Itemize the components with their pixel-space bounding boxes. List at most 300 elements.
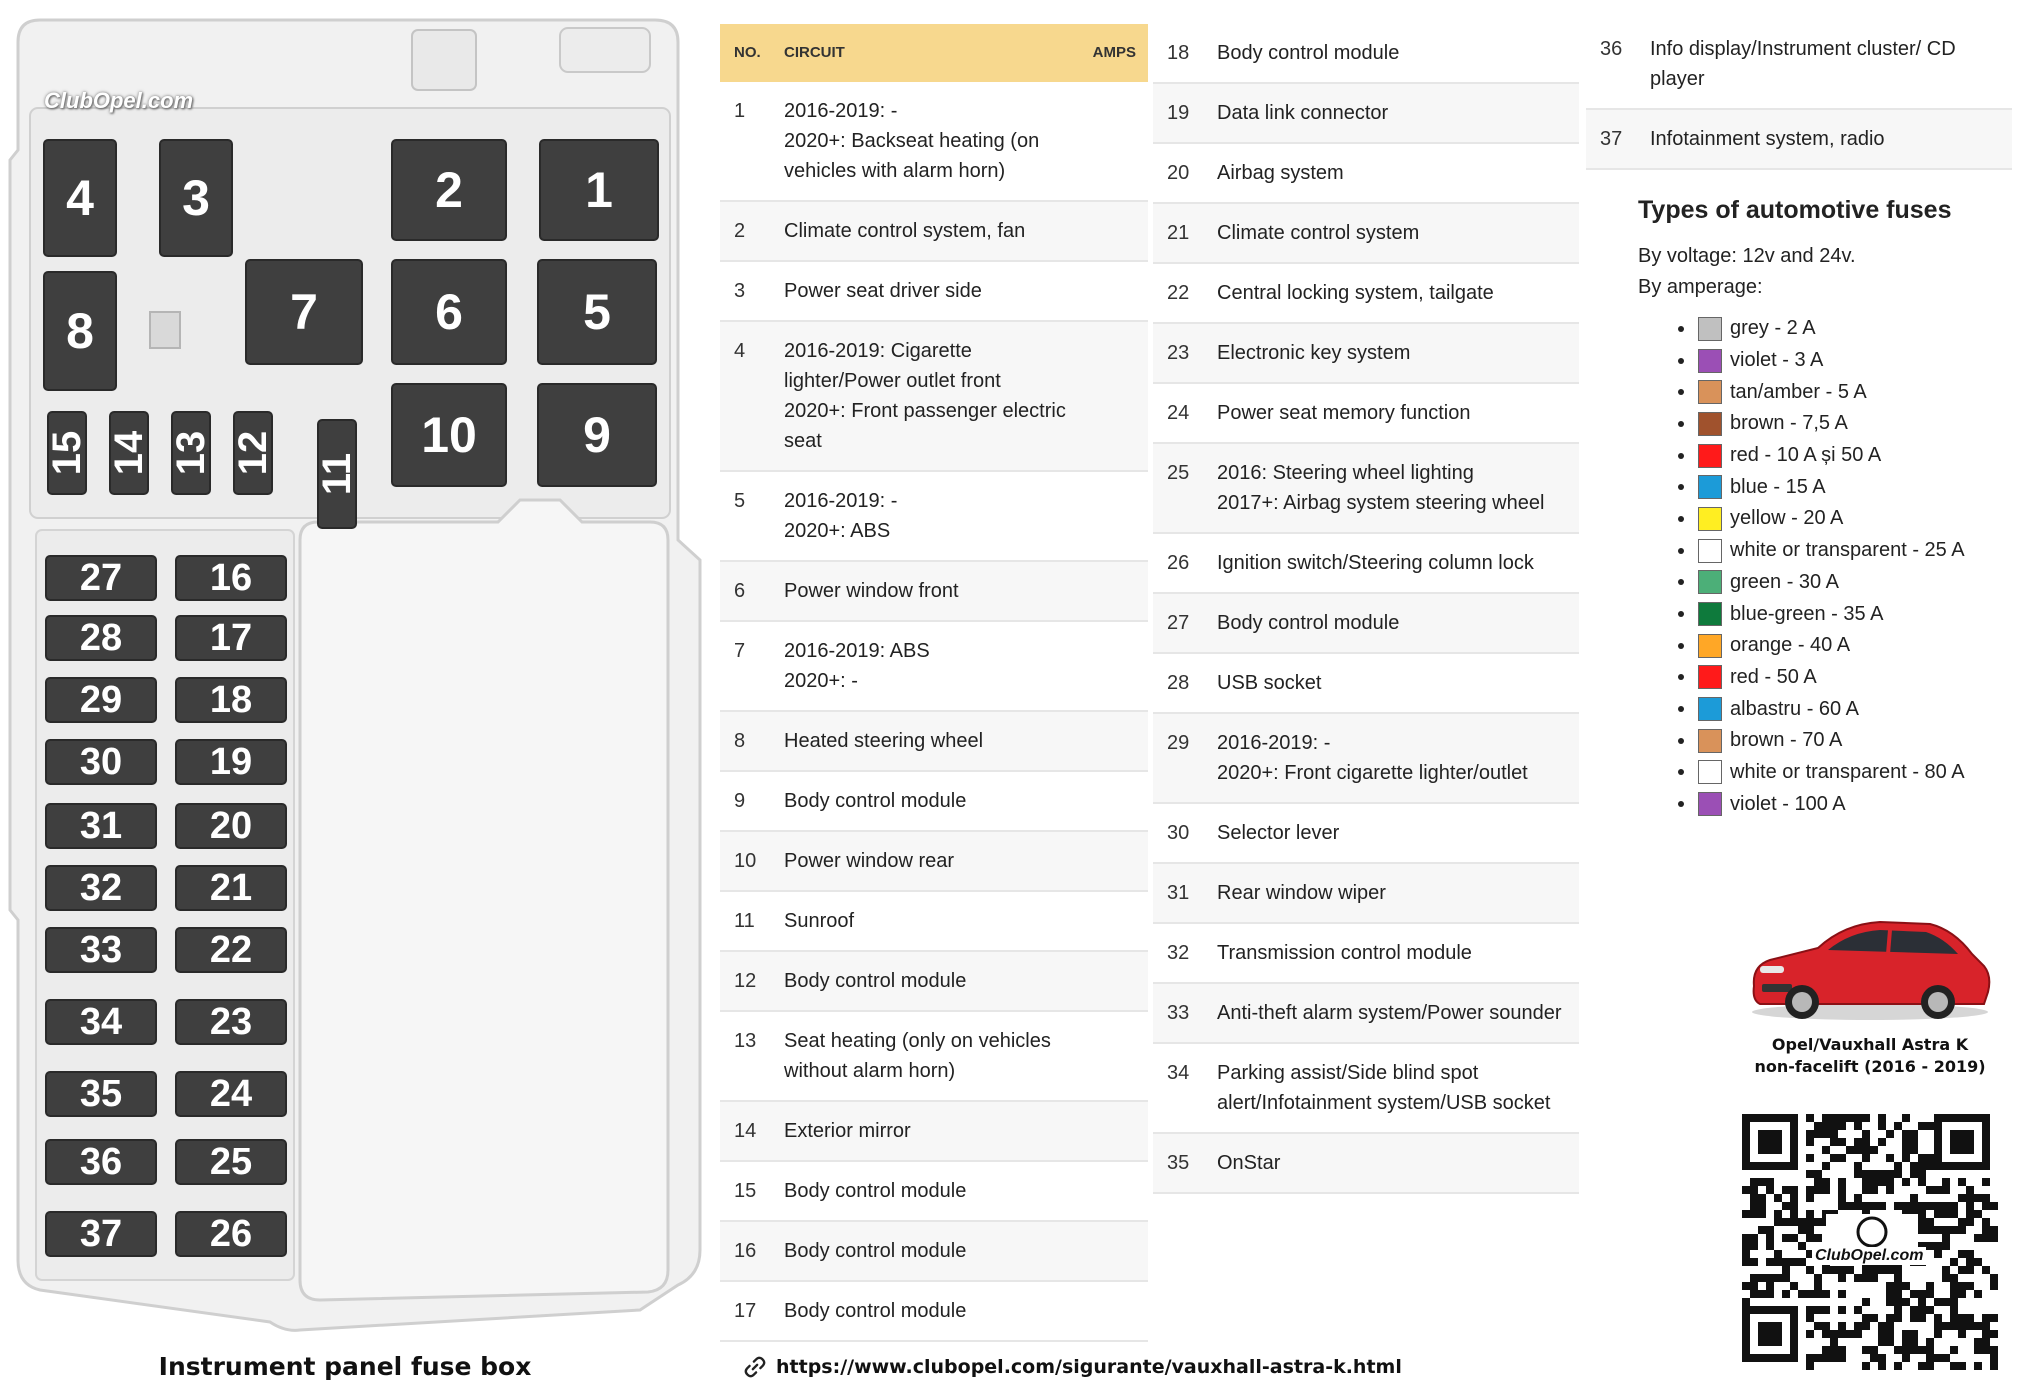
fuse-circuit: Ignition switch/Steering column lock xyxy=(1217,552,1534,574)
color-swatch xyxy=(1698,507,1722,531)
fuse-number: 26 xyxy=(1167,552,1190,574)
legend-label: white or transparent - 25 A xyxy=(1730,539,1965,562)
table-row xyxy=(1153,533,1579,593)
fuse-box-diagram xyxy=(0,0,740,1400)
fuse-circuit: 2016-2019: - 2020+: Backseat heating (on vehicles with alarm horn) xyxy=(784,100,1040,182)
fuse-label: 19 xyxy=(209,741,253,783)
table-row xyxy=(1153,1043,1579,1133)
fuse-label: 15 xyxy=(45,430,89,476)
legend-label: red - 50 A xyxy=(1730,665,1817,688)
car-rim-rear xyxy=(1928,992,1948,1012)
fuse-amps xyxy=(1093,711,1148,771)
fuse-circuit: Transmission control module xyxy=(1217,942,1472,964)
fuse-number: 27 xyxy=(1167,612,1190,634)
fuse-amps xyxy=(1093,1011,1148,1101)
fuse-amps xyxy=(1093,1281,1148,1341)
qr-code-label: ClubOpel.com xyxy=(1812,1247,1926,1265)
table-row xyxy=(1153,803,1579,863)
fuse-circuit: Selector lever xyxy=(1217,822,1340,844)
fuse-label: 2 xyxy=(435,162,463,218)
legend-label: yellow - 20 A xyxy=(1730,507,1844,530)
fuse-amps xyxy=(1093,201,1148,261)
fuse-label: 36 xyxy=(79,1141,123,1183)
fuse-label: 1 xyxy=(585,162,613,218)
table-row xyxy=(720,711,1148,771)
fuse-circuit: Body control module xyxy=(784,790,967,812)
legend-item xyxy=(1678,535,2018,567)
legend-label: brown - 7,5 A xyxy=(1730,412,1848,435)
header-no: NO. xyxy=(734,44,761,61)
legend-item xyxy=(1678,376,2018,408)
fuse-label: 28 xyxy=(79,617,123,659)
fuse-label: 37 xyxy=(79,1213,123,1255)
table-row xyxy=(720,1281,1148,1341)
bullet-icon xyxy=(1678,484,1684,490)
fuse-21 xyxy=(176,866,286,910)
fuse-label: 22 xyxy=(209,929,253,971)
fuse-11 xyxy=(315,420,359,528)
fuse-circuit: Body control module xyxy=(784,1180,967,1202)
fuse-amps xyxy=(1093,471,1148,561)
table-row xyxy=(1586,20,2012,109)
fuse-number: 37 xyxy=(1600,128,1623,150)
fuse-label: 24 xyxy=(209,1073,253,1115)
fuse-number: 12 xyxy=(734,970,757,992)
fuse-circuit: Power seat memory function xyxy=(1217,402,1471,424)
small-connector xyxy=(150,312,180,348)
car-caption xyxy=(1740,1034,2000,1078)
diagram-caption: Instrument panel fuse box xyxy=(158,1352,532,1381)
legend-item xyxy=(1678,662,2018,694)
color-swatch xyxy=(1698,792,1722,816)
bullet-icon xyxy=(1678,421,1684,427)
bullet-icon xyxy=(1678,548,1684,554)
fuse-8 xyxy=(44,272,116,390)
color-swatch xyxy=(1698,729,1722,753)
car-caption-model: Opel/Vauxhall Astra K xyxy=(1771,1035,1969,1054)
fuse-circuit: Data link connector xyxy=(1217,102,1389,124)
fuse-29 xyxy=(46,678,156,722)
legend-label: orange - 40 A xyxy=(1730,634,1851,657)
fuse-circuit: Info display/Instrument cluster/ CD player xyxy=(1650,38,1956,90)
fuse-circuit: Body control module xyxy=(784,1300,967,1322)
bullet-icon xyxy=(1678,769,1684,775)
fuse-amps xyxy=(1093,561,1148,621)
fuse-number: 30 xyxy=(1167,822,1190,844)
color-swatch xyxy=(1698,602,1722,626)
color-swatch xyxy=(1698,665,1722,689)
fuse-circuit: 2016-2019: - 2020+: Front cigarette lighter/outlet xyxy=(1217,732,1528,784)
fuse-label: 5 xyxy=(583,284,611,340)
legend-label: white or transparent - 80 A xyxy=(1730,760,1965,783)
fuse-label: 34 xyxy=(79,1001,123,1043)
fuse-18 xyxy=(176,678,286,722)
fuse-circuit: Power window rear xyxy=(784,850,955,872)
fuse-number: 22 xyxy=(1167,282,1190,304)
fuse-circuit: Infotainment system, radio xyxy=(1650,128,1885,150)
fuse-number: 9 xyxy=(734,790,746,812)
fuse-number: 1 xyxy=(734,100,746,122)
table-row xyxy=(1586,109,2012,169)
fuse-33 xyxy=(46,928,156,972)
fuse-label: 27 xyxy=(79,557,123,599)
fuse-amps xyxy=(1093,951,1148,1011)
legend-item xyxy=(1678,630,2018,662)
fuse-circuit: Exterior mirror xyxy=(784,1120,911,1142)
table-row xyxy=(720,1101,1148,1161)
fuse-circuit: Body control module xyxy=(784,970,967,992)
fuse-label: 10 xyxy=(421,407,477,463)
fuse-circuit: Body control module xyxy=(784,1240,967,1262)
table-row xyxy=(1153,983,1579,1043)
fuse-number: 16 xyxy=(734,1240,757,1262)
fuse-circuit: Seat heating (only on vehicles without alarm horn) xyxy=(784,1030,1051,1082)
fuse-2 xyxy=(392,140,506,240)
bullet-icon xyxy=(1678,674,1684,680)
color-swatch xyxy=(1698,634,1722,658)
legend-label: green - 30 A xyxy=(1730,570,1839,593)
qr-code[interactable] xyxy=(1742,1114,1998,1370)
legend-item xyxy=(1678,567,2018,599)
bullet-icon xyxy=(1678,579,1684,585)
fuse-36 xyxy=(46,1140,156,1184)
fuse-circuit: 2016-2019: Cigarette lighter/Power outlet front 2020+: Front passenger electric seat xyxy=(784,340,1066,452)
fuse-34 xyxy=(46,1000,156,1044)
fuse-14 xyxy=(107,412,151,494)
car-pillar xyxy=(1888,930,1890,954)
legend-item xyxy=(1678,788,2018,820)
bullet-icon xyxy=(1678,326,1684,332)
table-row xyxy=(1153,593,1579,653)
table-row xyxy=(1153,383,1579,443)
table-row xyxy=(1153,923,1579,983)
fuse-number: 36 xyxy=(1600,38,1623,60)
header-amps: AMPS xyxy=(1092,44,1136,61)
link-icon xyxy=(742,1354,768,1380)
fuse-circuit: Sunroof xyxy=(784,910,855,932)
fuse-label: 32 xyxy=(79,867,123,909)
car-caption-years: non-facelift (2016 - 2019) xyxy=(1754,1057,1986,1076)
fuse-circuit: Climate control system xyxy=(1217,222,1420,244)
legend-item xyxy=(1678,440,2018,472)
fuse-15 xyxy=(45,412,89,494)
fuse-label: 16 xyxy=(209,557,253,599)
fuse-17 xyxy=(176,616,286,660)
table-row xyxy=(1153,83,1579,143)
fuse-number: 15 xyxy=(734,1180,757,1202)
fuse-24 xyxy=(176,1072,286,1116)
table-row xyxy=(1153,143,1579,203)
fuse-table-column-2 xyxy=(1153,24,1579,1194)
header-circuit: CIRCUIT xyxy=(784,44,845,61)
color-swatch xyxy=(1698,539,1722,563)
fuse-number: 2 xyxy=(734,220,746,242)
table-row xyxy=(720,82,1148,201)
fuse-amps xyxy=(1093,82,1148,201)
car-headlight xyxy=(1760,966,1784,973)
fuse-table-column-3 xyxy=(1586,20,2012,170)
fuse-circuit: Anti-theft alarm system/Power sounder xyxy=(1217,1002,1562,1024)
legend-item xyxy=(1678,757,2018,789)
legend-item xyxy=(1678,693,2018,725)
table-row xyxy=(1153,713,1579,803)
fuse-circuit: Parking assist/Side blind spot alert/Infotainment system/USB socket xyxy=(1217,1062,1551,1114)
fuse-number: 19 xyxy=(1167,102,1190,124)
legend-item xyxy=(1678,313,2018,345)
fuse-22 xyxy=(176,928,286,972)
legend-voltage: By voltage: 12v and 24v. xyxy=(1638,245,1856,267)
fuse-number: 33 xyxy=(1167,1002,1190,1024)
table-row xyxy=(1153,863,1579,923)
fuse-27 xyxy=(46,556,156,600)
fuse-1 xyxy=(540,140,658,240)
fuse-23 xyxy=(176,1000,286,1044)
legend-label: blue-green - 35 A xyxy=(1730,602,1884,625)
legend-item xyxy=(1678,408,2018,440)
fuse-label: 4 xyxy=(66,170,94,226)
fuse-amps xyxy=(1093,1101,1148,1161)
car-rim-front xyxy=(1792,992,1812,1012)
bullet-icon xyxy=(1678,611,1684,617)
fuse-number: 23 xyxy=(1167,342,1190,364)
fuse-label: 13 xyxy=(169,430,213,476)
fuse-31 xyxy=(46,804,156,848)
table-row xyxy=(1153,263,1579,323)
fuse-number: 18 xyxy=(1167,42,1190,64)
table-row xyxy=(720,561,1148,621)
fuse-circuit: Heated steering wheel xyxy=(784,730,984,752)
table-row xyxy=(720,1221,1148,1281)
fuse-number: 11 xyxy=(734,910,755,932)
fuse-circuit: Electronic key system xyxy=(1217,342,1411,364)
fuse-19 xyxy=(176,740,286,784)
fuse-number: 20 xyxy=(1167,162,1190,184)
fuse-6 xyxy=(392,260,506,364)
bullet-icon xyxy=(1678,516,1684,522)
fuse-box-top-tab xyxy=(412,30,476,90)
fuse-label: 7 xyxy=(290,284,318,340)
watermark: ClubOpel.com xyxy=(44,88,194,113)
legend-label: violet - 100 A xyxy=(1730,792,1846,815)
fuse-label: 23 xyxy=(209,1001,253,1043)
fuse-circuit: 2016: Steering wheel lighting 2017+: Airbag system steering wheel xyxy=(1217,462,1545,514)
legend-item xyxy=(1678,725,2018,757)
fuse-circuit: Climate control system, fan xyxy=(784,220,1026,242)
fuse-label: 8 xyxy=(66,303,94,359)
fuse-circuit: Power seat driver side xyxy=(784,280,982,302)
fuse-circuit: OnStar xyxy=(1217,1152,1281,1174)
table-row xyxy=(720,831,1148,891)
fuse-number: 35 xyxy=(1167,1152,1190,1174)
fuse-label: 6 xyxy=(435,284,463,340)
fuse-label: 12 xyxy=(231,430,275,476)
source-link[interactable] xyxy=(742,1354,1402,1380)
fuse-number: 14 xyxy=(734,1120,757,1142)
fuse-number: 17 xyxy=(734,1300,757,1322)
fuse-number: 24 xyxy=(1167,402,1190,424)
source-url[interactable]: https://www.clubopel.com/sigurante/vauxhall-astra-k.html xyxy=(776,1356,1402,1378)
fuse-number: 32 xyxy=(1167,942,1190,964)
legend-label: blue - 15 A xyxy=(1730,475,1826,498)
table-row xyxy=(1153,203,1579,263)
bullet-icon xyxy=(1678,738,1684,744)
fuse-circuit: Rear window wiper xyxy=(1217,882,1386,904)
fuse-16 xyxy=(176,556,286,600)
legend-label: violet - 3 A xyxy=(1730,349,1824,372)
fuse-label: 9 xyxy=(583,407,611,463)
fuse-label: 17 xyxy=(209,617,253,659)
fuse-box-drawing xyxy=(0,0,740,1340)
fuse-amps xyxy=(1093,771,1148,831)
table-row xyxy=(720,261,1148,321)
fuse-5 xyxy=(538,260,656,364)
color-swatch xyxy=(1698,760,1722,784)
fuse-circuit: Body control module xyxy=(1217,612,1400,634)
bullet-icon xyxy=(1678,358,1684,364)
table-row xyxy=(1153,443,1579,533)
legend-item xyxy=(1678,503,2018,535)
fuse-number: 13 xyxy=(734,1030,757,1052)
fuse-37 xyxy=(46,1212,156,1256)
color-swatch xyxy=(1698,317,1722,341)
color-swatch xyxy=(1698,475,1722,499)
fuse-number: 25 xyxy=(1167,462,1190,484)
fuse-13 xyxy=(169,412,213,494)
fuse-label: 29 xyxy=(79,679,123,721)
fuse-amps xyxy=(1093,621,1148,711)
car-image xyxy=(1740,900,2000,1030)
fuse-types-legend xyxy=(1638,196,2018,820)
fuse-number: 4 xyxy=(734,340,746,362)
fuse-label: 30 xyxy=(79,741,123,783)
legend-label: brown - 70 A xyxy=(1730,729,1843,752)
table-row xyxy=(1153,323,1579,383)
legend-label: albastru - 60 A xyxy=(1730,697,1859,720)
color-swatch xyxy=(1698,697,1722,721)
color-swatch xyxy=(1698,444,1722,468)
table-row xyxy=(720,321,1148,471)
fuse-9 xyxy=(538,384,656,486)
color-swatch xyxy=(1698,349,1722,373)
fuse-4 xyxy=(44,140,116,256)
table-row xyxy=(1153,24,1579,83)
fuse-table-column-1 xyxy=(720,24,1148,1342)
table-header-row xyxy=(720,24,1148,82)
fuse-7 xyxy=(246,260,362,364)
fuse-number: 21 xyxy=(1167,222,1190,244)
fuse-amps xyxy=(1093,1221,1148,1281)
fuse-3 xyxy=(160,140,232,256)
fuse-amps xyxy=(1093,1161,1148,1221)
fuse-number: 29 xyxy=(1167,732,1190,754)
fuse-amps xyxy=(1093,831,1148,891)
fuse-28 xyxy=(46,616,156,660)
fuse-label: 11 xyxy=(315,452,359,496)
fuse-label: 3 xyxy=(182,170,210,226)
table-row xyxy=(720,891,1148,951)
fuse-32 xyxy=(46,866,156,910)
fuse-label: 18 xyxy=(209,679,253,721)
cover-block xyxy=(300,500,668,1300)
bullet-icon xyxy=(1678,453,1684,459)
table-row xyxy=(720,201,1148,261)
fuse-circuit: Body control module xyxy=(1217,42,1400,64)
table-row xyxy=(720,1161,1148,1221)
fuse-amps xyxy=(1093,891,1148,951)
legend-label: tan/amber - 5 A xyxy=(1730,380,1867,403)
bullet-icon xyxy=(1678,801,1684,807)
legend-amperage: By amperage: xyxy=(1638,276,1763,298)
fuse-number: 8 xyxy=(734,730,746,752)
table-row xyxy=(720,471,1148,561)
bullet-icon xyxy=(1678,643,1684,649)
table-row xyxy=(720,951,1148,1011)
fuse-number: 10 xyxy=(734,850,757,872)
bullet-icon xyxy=(1678,706,1684,712)
legend-label: red - 10 A și 50 A xyxy=(1730,444,1882,467)
legend-title: Types of automotive fuses xyxy=(1638,196,1952,224)
fuse-box-top-slot xyxy=(560,28,650,72)
fuse-number: 7 xyxy=(734,640,746,662)
fuse-number: 28 xyxy=(1167,672,1190,694)
fuse-circuit: Power window front xyxy=(784,580,959,602)
fuse-label: 33 xyxy=(79,929,123,971)
legend-list xyxy=(1678,313,2018,820)
fuse-number: 6 xyxy=(734,580,746,602)
fuse-number: 5 xyxy=(734,490,746,512)
fuse-label: 25 xyxy=(209,1141,253,1183)
fuse-amps xyxy=(1093,261,1148,321)
fuse-26 xyxy=(176,1212,286,1256)
table-row xyxy=(1153,653,1579,713)
table-row xyxy=(1153,1133,1579,1193)
fuse-circuit: 2016-2019: ABS 2020+: - xyxy=(784,640,930,692)
table-row xyxy=(720,621,1148,711)
table-row xyxy=(720,771,1148,831)
legend-item xyxy=(1678,598,2018,630)
fuse-circuit: Central locking system, tailgate xyxy=(1217,282,1494,304)
fuse-label: 21 xyxy=(209,867,253,909)
fuse-label: 31 xyxy=(79,805,123,847)
color-swatch xyxy=(1698,570,1722,594)
fuse-circuit: Airbag system xyxy=(1217,162,1344,184)
bullet-icon xyxy=(1678,389,1684,395)
legend-label: grey - 2 A xyxy=(1730,317,1816,340)
legend-item xyxy=(1678,345,2018,377)
fuse-30 xyxy=(46,740,156,784)
color-swatch xyxy=(1698,380,1722,404)
fuse-20 xyxy=(176,804,286,848)
fuse-circuit: 2016-2019: - 2020+: ABS xyxy=(784,490,898,542)
fuse-25 xyxy=(176,1140,286,1184)
fuse-number: 31 xyxy=(1167,882,1190,904)
fuse-35 xyxy=(46,1072,156,1116)
fuse-amps xyxy=(1093,321,1148,471)
fuse-label: 14 xyxy=(107,430,151,476)
fuse-label: 20 xyxy=(209,805,253,847)
car-grille xyxy=(1762,984,1792,992)
fuse-12 xyxy=(231,412,275,494)
fuse-label: 26 xyxy=(209,1213,253,1255)
color-swatch xyxy=(1698,412,1722,436)
legend-item xyxy=(1678,471,2018,503)
fuse-circuit: USB socket xyxy=(1217,672,1322,694)
table-row xyxy=(720,1011,1148,1101)
fuse-number: 3 xyxy=(734,280,746,302)
fuse-number: 34 xyxy=(1167,1062,1190,1084)
fuse-label: 35 xyxy=(79,1073,123,1115)
fuse-10 xyxy=(392,384,506,486)
